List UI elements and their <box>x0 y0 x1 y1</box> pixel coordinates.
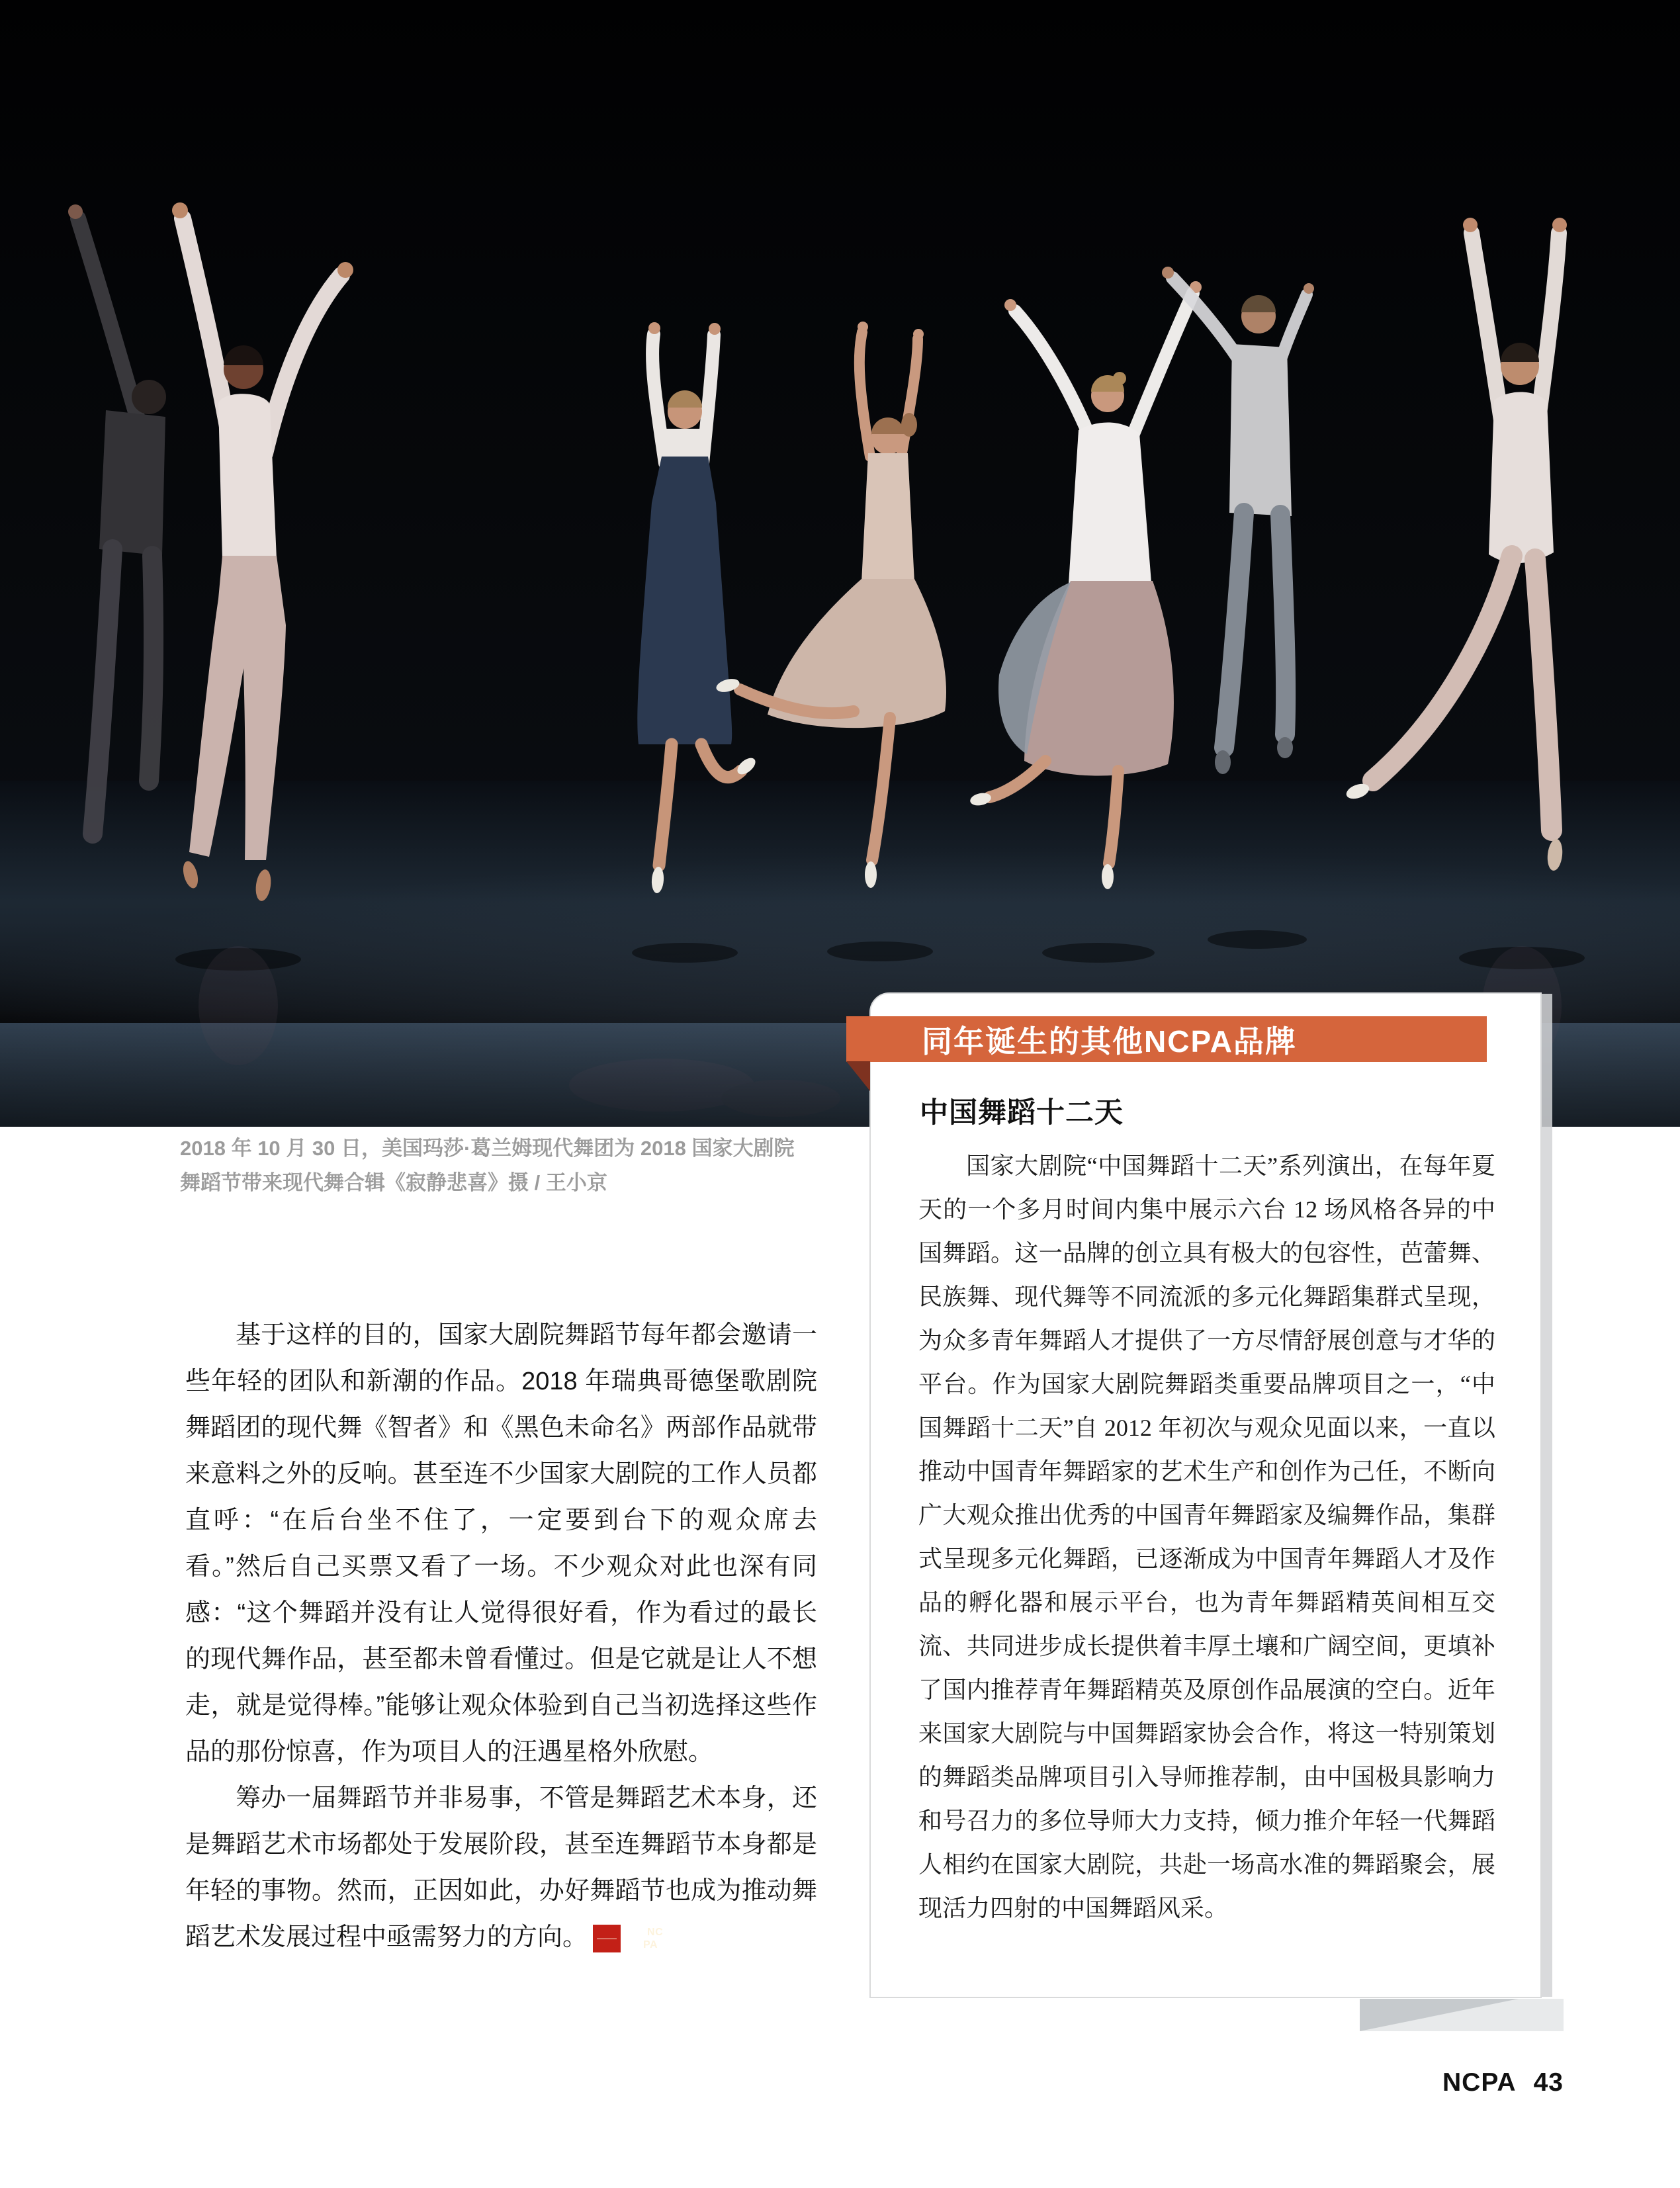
sidebar-title: 中国舞蹈十二天 <box>920 1097 1124 1129</box>
sidebar-ribbon-title: 同年诞生的其他NCPA品牌 <box>922 1024 1297 1059</box>
ncpa-endmark-bottom: PA <box>643 1939 658 1950</box>
sidebar-body: 国家大剧院“中国舞蹈十二天”系列演出，在每年夏天的一个多月时间内集中展示六台 12 场风格各异的中国舞蹈。这一品牌的创立具有极大的包容性，芭蕾舞、民族舞、现代舞等不同流派的多元化舞蹈集群式呈现，为众多青年舞蹈人才提供了一方尽情舒展创意与才华的平台。作为国家大剧院舞蹈类重要品牌项目之一，“中国舞蹈十二天”自 2012 年初次与观众见面以来，一直以推动中国青年舞蹈家的艺术生产和创作为己任，不断向广大观众推出优秀的中国青年舞蹈家及编舞作品，集群式呈现多元化舞蹈，已逐渐成为中国青年舞蹈人才及作品的孵化器和展示平台，也为青年舞蹈精英间相互交流、共同进步成长提供着丰厚土壤和广阔空间，更填补了国内推荐青年舞蹈精英及原创作品展演的空白。近年来国家大剧院与中国舞蹈家协会合作，将这一特别策划的舞蹈类品牌项目引入导师推荐制，由中国极具影响力和号召力的多位导师大力支持，倾力推介年轻一代舞蹈人相约在国家大剧院，共赴一场高水准的舞蹈聚会，展现活力四射的中国舞蹈风采。 <box>918 1153 1495 1921</box>
footer-brand: NCPA <box>1442 2068 1517 2097</box>
article-paragraph <box>185 1312 817 1775</box>
article-body <box>185 1312 817 1960</box>
article-paragraph-text: 筹办一届舞蹈节并非易事，不管是舞蹈艺术本身，还是舞蹈艺术市场都处于发展阶段，甚至连舞蹈节本身都是年轻的事物。然而，正因如此，办好舞蹈节也成为推动舞蹈艺术发展过程中亟需努力的方向。 <box>185 1784 817 1951</box>
ncpa-endmark-logo <box>593 1925 664 1952</box>
page-footer <box>1442 2068 1564 2097</box>
sidebar-box <box>869 992 1542 1998</box>
article-paragraph-text: 基于这样的目的，国家大剧院舞蹈节每年都会邀请一些年轻的团队和新潮的作品。2018 年瑞典哥德堡歌剧院舞蹈团的现代舞《智者》和《黑色未命名》两部作品就带来意料之外的反响。甚至连不少国家大剧院的工作人员都直呼：“在后台坐不住了，一定要到台下的观众席去看。”然后自己买票又看了一场。不少观众对此也深有同感：“这个舞蹈并没有让人觉得很好看，作为看过的最长的现代舞作品，甚至都未曾看懂过。但是它就是让人不想走，就是觉得棒。”能够让观众体验到自己当初选择这些作品的那份惊喜，作为项目人的汪遇星格外欣慰。 <box>185 1321 817 1766</box>
article-paragraph <box>185 1775 817 1960</box>
photo-caption-line1: 2018 年 10 月 30 日，美国玛莎·葛兰姆现代舞团为 2018 国家大剧院 <box>180 1137 795 1160</box>
photo-caption <box>180 1131 848 1200</box>
photo-caption-line2: 舞蹈节带来现代舞合辑《寂静悲喜》摄 / 王小京 <box>180 1171 607 1194</box>
sidebar-ribbon <box>846 1016 1487 1062</box>
ncpa-endmark-top: NC <box>597 1927 617 1939</box>
footer-page-number: 43 <box>1533 2068 1564 2097</box>
page-corner-fold <box>1360 1999 1564 2031</box>
